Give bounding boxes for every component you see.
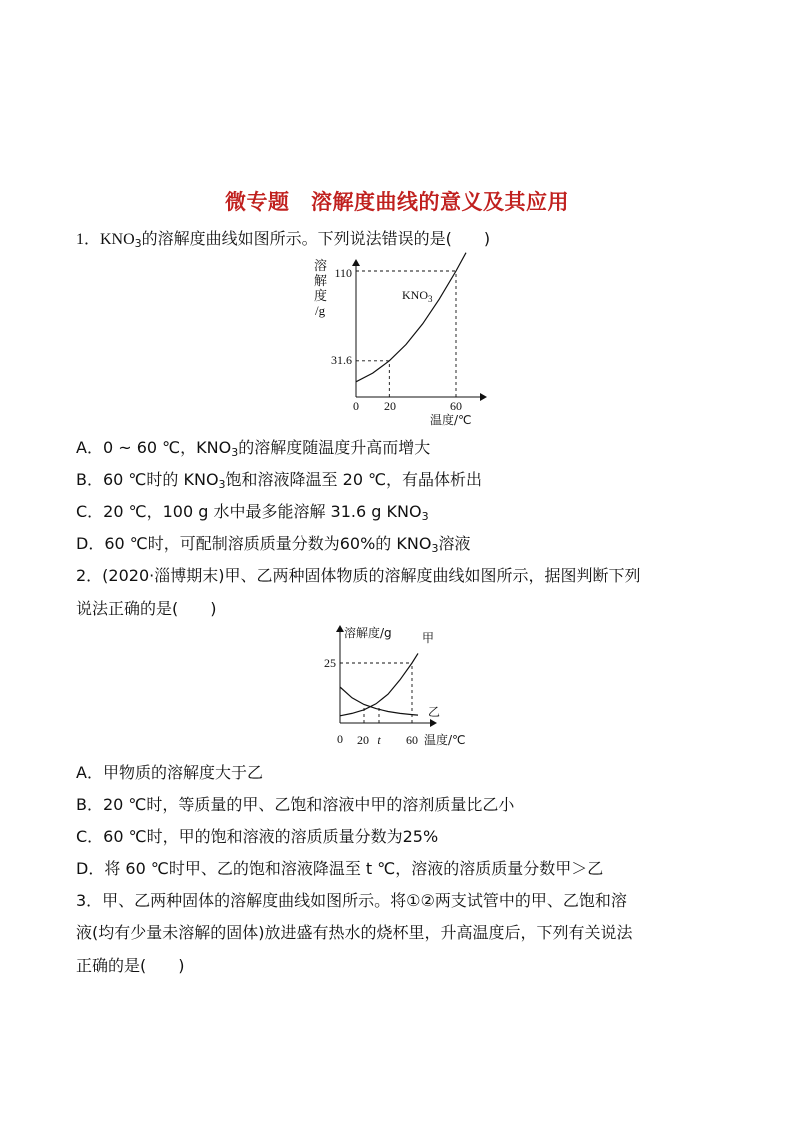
q1-option-a-sub: 3 (231, 446, 239, 459)
q1-option-b (76, 469, 754, 491)
q2-xtick-20: 20 (357, 733, 369, 747)
q1-option-d-text: D．60 ℃时，可配制溶质质量分数为60%的 KNO (76, 534, 432, 553)
q1-stem-sub: 3 (134, 237, 142, 250)
q1-ylabel-4: /g (315, 303, 326, 318)
q2-xlabel: 温度/℃ (424, 733, 466, 747)
q1-option-d (76, 533, 754, 555)
q1-option-d-rest: 溶液 (438, 534, 471, 553)
q1-series-label-text: KNO (402, 288, 428, 302)
q2-xtick-60: 60 (406, 733, 418, 747)
q2-option-d: D．将 60 ℃时甲、乙的饱和溶液降温至 t ℃，溶液的溶质质量分数甲＞乙 (76, 859, 604, 878)
q1-series-label-sub: 3 (428, 294, 433, 304)
q1-option-a-text: A．0 ~ 60 ℃，KNO (76, 438, 232, 457)
q2-label-yi: 乙 (428, 705, 441, 719)
q1-series-label (402, 288, 433, 304)
q2-ylabel: 溶解度/g (344, 626, 392, 640)
q1-ylabel-2: 解 (314, 274, 328, 289)
q1-option-d-sub: 3 (431, 542, 439, 555)
q1-chart-svg (300, 252, 500, 432)
q1-xlabel: 温度/℃ (430, 413, 472, 427)
q2-chart (318, 622, 488, 750)
q1-xtick-60: 60 (450, 399, 462, 413)
q3-stem-line1: 3．甲、乙两种固体的溶解度曲线如图所示。将①②两支试管中的甲、乙饱和溶 (76, 891, 627, 910)
q1-chart (300, 252, 500, 432)
q1-stem-b: 的溶解度曲线如图所示。下列说法错误的是( ) (141, 229, 491, 248)
q1-ytick-31-6: 31.6 (331, 353, 352, 367)
q1-option-b-text: B．60 ℃时的 KNO (76, 470, 219, 489)
q2-option-a: A．甲物质的溶解度大于乙 (76, 763, 263, 782)
q1-option-c (76, 501, 754, 523)
q1-xtick-20: 20 (384, 399, 396, 413)
q2-option-c: C．60 ℃时，甲的饱和溶液的溶质质量分数为25% (76, 827, 439, 846)
q1-stem-a: 1．KNO (76, 231, 135, 248)
q2-origin: 0 (337, 732, 343, 746)
q1-ylabel-3: 度 (314, 289, 328, 304)
q2-chart-svg (318, 622, 488, 750)
q2-stem-line1: 2．(2020·淄博期末)甲、乙两种固体物质的溶解度曲线如图所示，据图判断下列 (76, 566, 641, 585)
q1-option-b-rest: 饱和溶液降温至 20 ℃，有晶体析出 (225, 470, 483, 489)
q1-option-a (76, 437, 754, 459)
q2-xtick-t: t (377, 733, 381, 747)
q1-kno3-curve (356, 253, 466, 382)
q2-label-jia: 甲 (422, 631, 435, 645)
page-title: 微专题 溶解度曲线的意义及其应用 (225, 190, 569, 214)
q1-option-b-sub: 3 (218, 478, 226, 491)
q1-stem (76, 228, 754, 251)
q2-ytick-25: 25 (324, 656, 336, 670)
q2-stem-line2: 说法正确的是( ) (76, 599, 217, 618)
q1-option-c-sub: 3 (421, 510, 429, 523)
q2-option-b: B．20 ℃时，等质量的甲、乙饱和溶液中甲的溶剂质量比乙小 (76, 795, 515, 814)
q3-stem-line2: 液(均有少量未溶解的固体)放进盛有热水的烧杯里，升高温度后，下列有关说法 (76, 923, 633, 942)
q1-origin: 0 (353, 399, 359, 413)
q1-option-a-rest: 的溶解度随温度升高而增大 (238, 438, 431, 457)
q3-stem-line3: 正确的是( ) (76, 956, 185, 975)
q1-ylabel-1: 溶 (314, 259, 328, 274)
q1-option-c-text: C．20 ℃，100 g 水中最多能溶解 31.6 g KNO (76, 502, 422, 521)
q1-ytick-110: 110 (334, 266, 352, 280)
